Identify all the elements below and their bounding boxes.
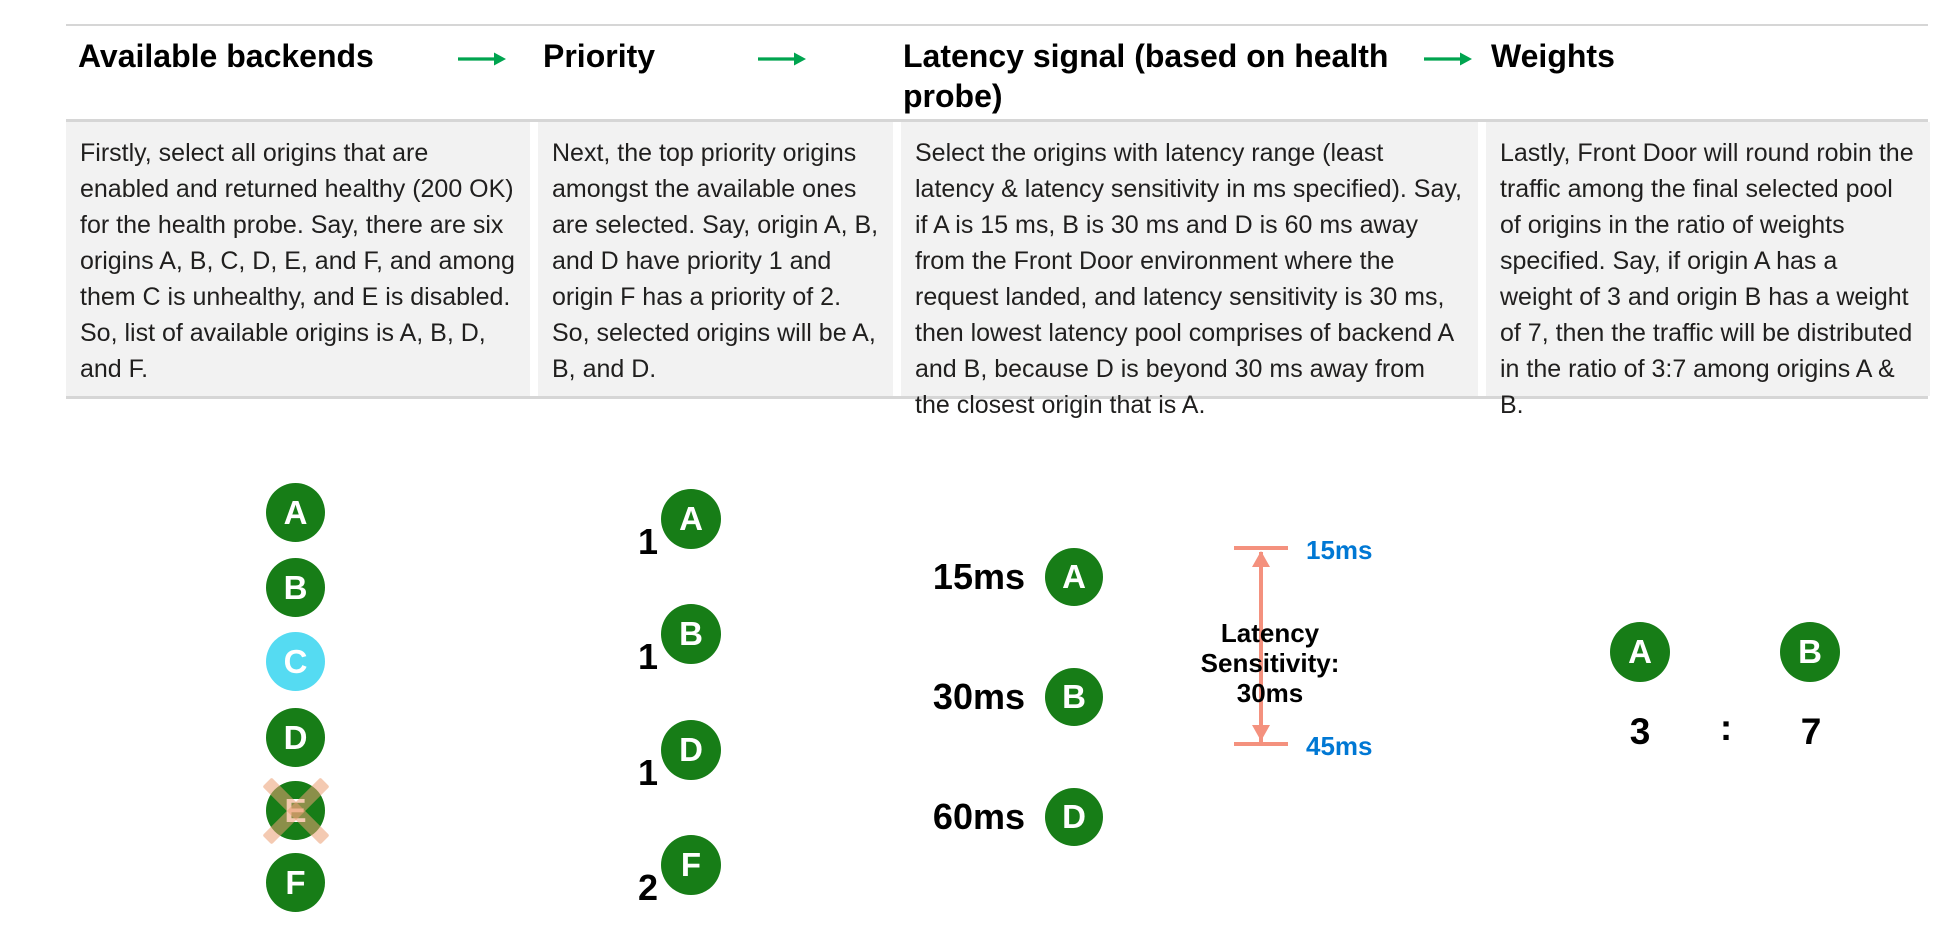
origin-e-circle-disabled bbox=[266, 781, 325, 840]
column-header-weights: Weights bbox=[1491, 38, 1615, 74]
latency-sensitivity-line1: Latency Sensitivity: bbox=[1200, 618, 1340, 678]
weight-ratio-separator: : bbox=[1719, 707, 1733, 748]
description-weights: Lastly, Front Door will round robin the traffic among the final selected pool of origins in the ratio of weights specified. Say, if origin A has a weight of 3 and origin B has a weight of 7, then the traffic will be distributed in the ratio of 3:7 among origins A & B. bbox=[1486, 122, 1930, 396]
origin-label: B bbox=[679, 615, 703, 652]
origin-f-circle bbox=[266, 853, 325, 912]
priority-value-f: 2 bbox=[637, 867, 658, 908]
latency-sensitivity-line2: 30ms bbox=[1236, 678, 1304, 708]
arrow-right-icon bbox=[757, 50, 807, 73]
column-header-available-backends: Available backends bbox=[78, 38, 374, 74]
origin-f-circle bbox=[661, 835, 721, 895]
origin-label: D bbox=[283, 718, 308, 756]
column-header-priority: Priority bbox=[543, 38, 656, 74]
origin-d-circle bbox=[661, 720, 721, 780]
origin-label: D bbox=[1062, 798, 1086, 835]
weight-value-a: 3 bbox=[1629, 711, 1651, 752]
range-bottom-tick bbox=[1234, 742, 1288, 746]
latency-value-a: 15ms bbox=[932, 556, 1025, 597]
latency-value-b: 30ms bbox=[932, 676, 1025, 717]
origin-label: C bbox=[283, 642, 308, 680]
description-latency-signal: Select the origins with latency range (least latency & latency sensitivity in ms specified). Say, if A is 15 ms, B is 30 ms and D is 60 ms away from the Front Door environment where the request landed, and latency sensitivity is 30 ms, then lowest latency pool comprises of backend A and B, because D is beyond 30 ms away from the closest origin that is A. bbox=[901, 122, 1478, 396]
description-priority: Next, the top priority origins amongst the available ones are selected. Say, origin A, B, and D have priority 1 and origin F has a priority of 2. So, selected origins will be A, B, and D. bbox=[538, 122, 893, 396]
origin-label: A bbox=[1062, 558, 1086, 595]
arrow-right-icon bbox=[1423, 50, 1473, 73]
origin-label: B bbox=[1062, 678, 1086, 715]
range-top-label: 15ms bbox=[1306, 535, 1373, 565]
origin-d-circle bbox=[266, 708, 325, 767]
origin-label: F bbox=[285, 863, 306, 901]
origin-a-circle bbox=[661, 489, 721, 549]
priority-value-d: 1 bbox=[637, 752, 658, 793]
origin-a-circle bbox=[1610, 622, 1670, 682]
origin-a-circle bbox=[266, 483, 325, 542]
origin-label: D bbox=[679, 731, 703, 768]
latency-sensitivity-text bbox=[1150, 618, 1390, 708]
origin-label: F bbox=[680, 846, 702, 883]
range-top-tick bbox=[1234, 546, 1288, 550]
column-header-latency-signal: Latency signal (based on health probe) bbox=[903, 38, 1389, 114]
origin-c-circle-unhealthy bbox=[266, 632, 325, 691]
origin-label: A bbox=[1628, 633, 1652, 670]
origin-label: B bbox=[283, 568, 308, 606]
range-arrowhead-down-icon bbox=[1252, 725, 1270, 741]
origin-b-circle bbox=[1780, 622, 1840, 682]
priority-value-a: 1 bbox=[637, 521, 658, 562]
origin-d-circle bbox=[1045, 788, 1103, 846]
arrow-right-icon bbox=[457, 50, 507, 73]
priority-value-b: 1 bbox=[637, 636, 658, 677]
table-top-border bbox=[66, 24, 1928, 26]
origin-b-circle bbox=[266, 558, 325, 617]
weight-value-b: 7 bbox=[1800, 711, 1822, 752]
origin-b-circle bbox=[1045, 668, 1103, 726]
description-available-backends: Firstly, select all origins that are enabled and returned healthy (200 OK) for the health probe. Say, there are six origins A, B, C, D, E, and F, and among them C is unhealthy, and E is disabled. So, list of available origins is A, B, D, and F. bbox=[66, 122, 530, 396]
range-arrowhead-up-icon bbox=[1252, 551, 1270, 567]
latency-value-d: 60ms bbox=[932, 796, 1025, 837]
origin-b-circle bbox=[661, 604, 721, 664]
origin-a-circle bbox=[1045, 548, 1103, 606]
origin-label: A bbox=[679, 500, 703, 537]
range-bottom-label: 45ms bbox=[1306, 731, 1373, 761]
origin-label: B bbox=[1798, 633, 1822, 670]
origin-label: A bbox=[283, 493, 308, 531]
